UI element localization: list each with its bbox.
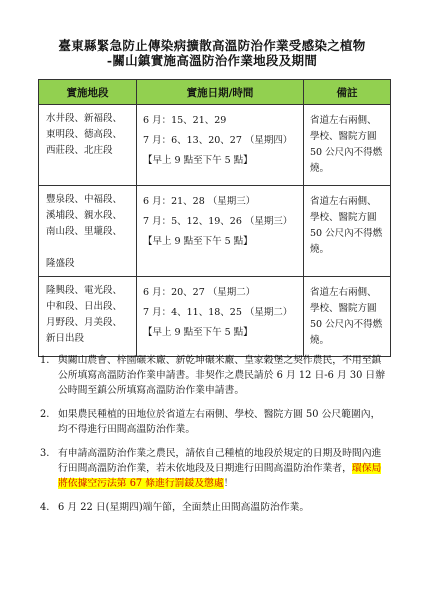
note-item <box>40 446 388 491</box>
note-tail: ！ <box>223 478 234 489</box>
dates-cell <box>137 105 304 186</box>
location-cell <box>39 186 137 277</box>
schedule-table <box>38 79 391 357</box>
table-row <box>39 105 391 186</box>
date-line: 7 月：6、13、20、27 （星期四） <box>143 135 293 146</box>
location-line: 南山段、里壠段、 <box>46 226 123 237</box>
document-subtitle: -關山鎮實施高溫防治作業地段及期間 <box>106 53 318 68</box>
note-text: 6 月 22 日(星期四)端午節，全面禁止田間高溫防治作業。 <box>58 502 310 513</box>
location-line: 新日出段 <box>46 333 85 344</box>
header-location: 實施地段 <box>39 80 137 105</box>
note-cell <box>304 186 391 277</box>
location-line <box>46 240 134 256</box>
location-line: 月野段、月美段、 <box>46 317 123 328</box>
notes-list <box>40 353 388 524</box>
date-line: 7 月：5、12、19、26 （星期三） <box>143 216 293 227</box>
note-line: 50 公尺內不得燃 <box>310 147 383 158</box>
table-header-row <box>39 80 391 105</box>
note-line: 50 公尺內不得燃 <box>310 228 383 239</box>
note-line: 省道左右兩側、 <box>310 287 377 298</box>
note-line: 燒。 <box>310 163 330 174</box>
time-range: 【早上 9 點至下午 5 點】 <box>143 327 253 338</box>
highlighted-warning: 環保局將依據空污法第 67 條進行罰鍰及懲處 <box>58 463 382 489</box>
location-line: 西莊段、北庄段 <box>46 145 113 156</box>
header-note: 備註 <box>304 80 391 105</box>
note-number: 3. <box>40 448 50 459</box>
note-text: 有申請高溫防治作業之農民，請依自己種植的地段於規定的日期及時間內進行田間高溫防治作業，若未依地段及日期進行田間高溫防治作業者， <box>58 448 382 474</box>
note-line: 燒。 <box>310 244 330 255</box>
note-line: 學校、醫院方圓 <box>310 131 377 142</box>
location-cell <box>39 105 137 186</box>
note-number: 1. <box>40 355 50 366</box>
note-text: 如果農民種植的田地位於省道左右兩側、學校、醫院方圓 50 公尺範圍內，均不得進行田間高溫防治作業。 <box>58 409 381 435</box>
location-line: 隆盛段 <box>46 258 75 269</box>
location-line: 中和段、日出段、 <box>46 301 123 312</box>
location-line: 隆興段、電光段、 <box>46 285 123 296</box>
location-line: 豐泉段、中福段、 <box>46 194 123 205</box>
time-range: 【早上 9 點至下午 5 點】 <box>143 236 253 247</box>
header-dates: 實施日期/時間 <box>137 80 304 105</box>
dates-cell <box>137 277 304 357</box>
note-cell <box>304 277 391 357</box>
note-line: 省道左右兩側、 <box>310 115 377 126</box>
note-line: 50 公尺內不得燃 <box>310 319 383 330</box>
table-row <box>39 186 391 277</box>
note-item <box>40 407 388 437</box>
date-line: 6 月：21、28 （星期三） <box>143 196 256 207</box>
dates-cell <box>137 186 304 277</box>
note-line: 省道左右兩側、 <box>310 196 377 207</box>
note-line: 燒。 <box>310 335 330 346</box>
location-cell <box>39 277 137 357</box>
note-item <box>40 500 388 515</box>
date-line: 6 月：15、21、29 <box>143 115 227 126</box>
note-text: 與關山農會、梓園碾米廠、新乾坤碾米廠、皇家穀堡之契作農民，不用至鎮公所填寫高溫防治作業申請書。非契作之農民請於 6 月 12 日-6 月 30 日辦公時間至鎮公所填寫高溫防治作業申請書。 <box>58 355 386 396</box>
table-row <box>39 277 391 357</box>
note-cell <box>304 105 391 186</box>
location-line: 水井段、新福段、 <box>46 113 123 124</box>
note-number: 2. <box>40 409 50 420</box>
location-line: 東明段、德高段、 <box>46 129 123 140</box>
time-range: 【早上 9 點至下午 5 點】 <box>143 155 253 166</box>
note-line: 學校、醫院方圓 <box>310 303 377 314</box>
location-line: 溪埔段、親水段、 <box>46 210 123 221</box>
document-title: 臺東縣緊急防止傳染病擴散高溫防治作業受感染之植物 <box>58 38 366 53</box>
note-item <box>40 353 388 398</box>
date-line: 7 月：4、11、18、25 （星期二） <box>143 307 293 318</box>
date-line: 6 月：20、27 （星期二） <box>143 287 256 298</box>
note-line: 學校、醫院方圓 <box>310 212 377 223</box>
note-number: 4. <box>40 502 50 513</box>
